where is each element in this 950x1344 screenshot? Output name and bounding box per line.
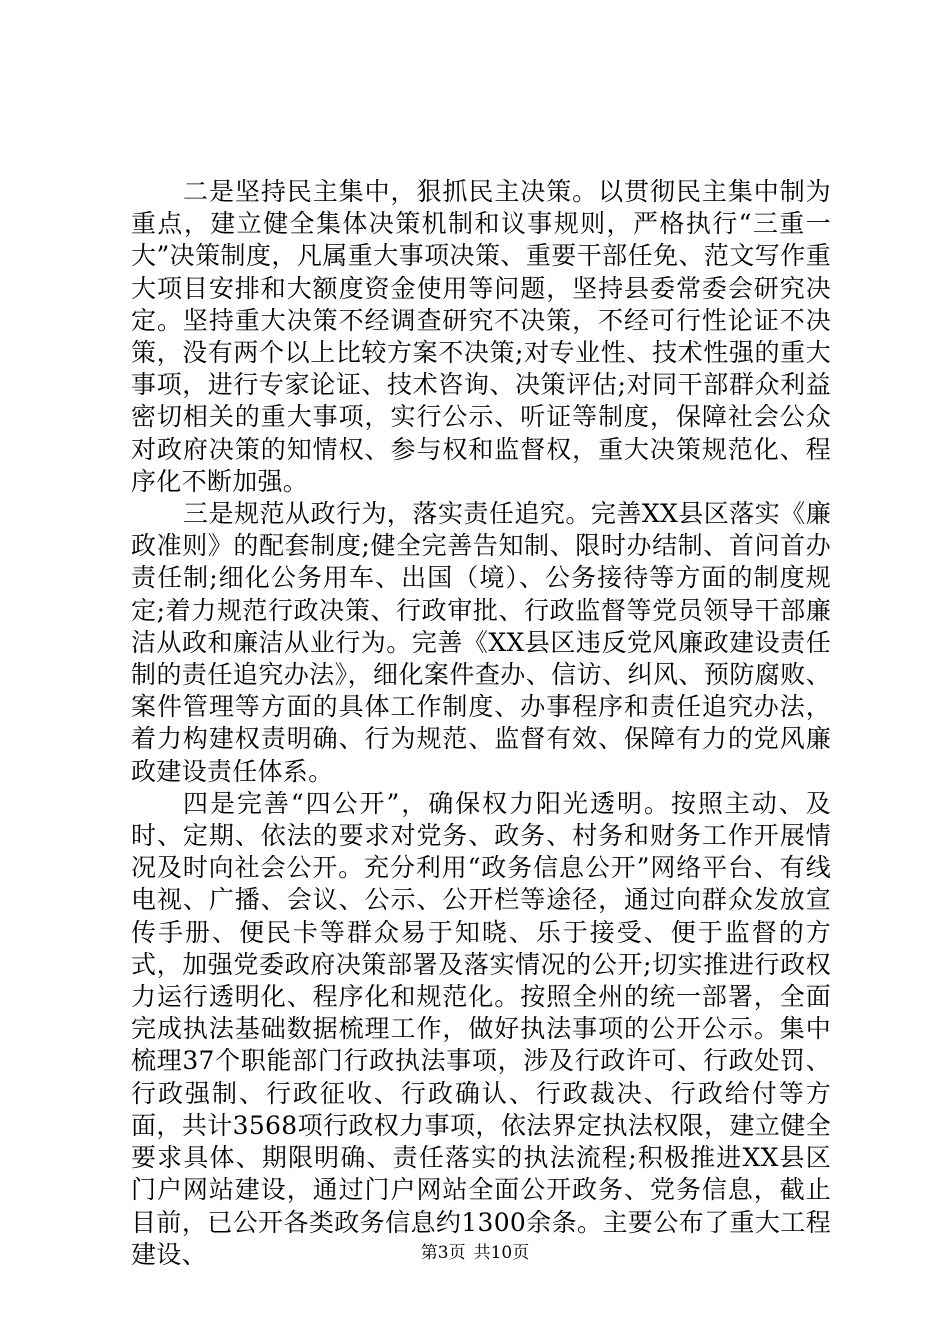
paragraph-four-disclosures: 四是完善“四公开”，确保权力阳光透明。按照主动、及时、定期、依法的要求对党务、政务、村务和财务工作开展情况及时向社会公开。充分利用“政务信息公开”网络平台、有线电视、广播、会议、公示、公开栏等途径，通过向群众发放宣传手册、便民卡等群众易于知晓、乐于接受、便于监督的方式，加强党委政府决策部署及落实情况的公开;切实推进行政权力运行透明化、程序化和规范化。按照全州的统一部署，全面完成执法基础数据梳理工作，做好执法事项的公开公示。集中梳理37个职能部门行政执法事项，涉及行政许可、行政处罚、行政强制、行政征收、行政确认、行政裁决、行政给付等方面，共计3568项行政权力事项，依法界定执法权限，建立健全要求具体、期限明确、责任落实的执法流程;积极推进XX县区门户网站建设，通过门户网站全面公开政务、党务信息，截止目前，已公开各类政务信息约1300余条。主要公布了重大工程建设、 (131, 788, 831, 1269)
paragraph-democratic-decision: 二是坚持民主集中，狠抓民主决策。以贯彻民主集中制为重点，建立健全集体决策机制和议事规则，严格执行“三重一大”决策制度，凡属重大事项决策、重要干部任免、范文写作重大项目安排和大额度资金使用等问题，坚持县委常委会研究决定。坚持重大决策不经调查研究不决策，不经可行性论证不决策，没有两个以上比较方案不决策;对专业性、技术性强的重大事项，进行专家论证、技术咨询、决策评估;对同干部群众利益密切相关的重大事项，实行公示、听证等制度，保障社会公众对政府决策的知情权、参与权和监督权，重大决策规范化、程序化不断加强。 (131, 177, 831, 496)
page-number: 第3页 (420, 1243, 466, 1263)
page-footer (0, 1241, 950, 1265)
paragraph-conduct-accountability: 三是规范从政行为，落实责任追究。完善XX县区落实《廉政准则》的配套制度;健全完善告知制、限时办结制、首问首办责任制;细化公务用车、出国（境）、公务接待等方面的制度规定;着力规范行政决策、行政审批、行政监督等党员领导干部廉洁从政和廉洁从业行为。完善《XX县区违反党风廉政建设责任制的责任追究办法》，细化案件查办、信访、纠风、预防腐败、案件管理等方面的具体工作制度、办事程序和责任追究办法，着力构建权责明确、行为规范、监督有效、保障有力的党风廉政建设责任体系。 (131, 499, 831, 786)
page-total: 共10页 (473, 1243, 530, 1263)
document-body (131, 176, 831, 1271)
